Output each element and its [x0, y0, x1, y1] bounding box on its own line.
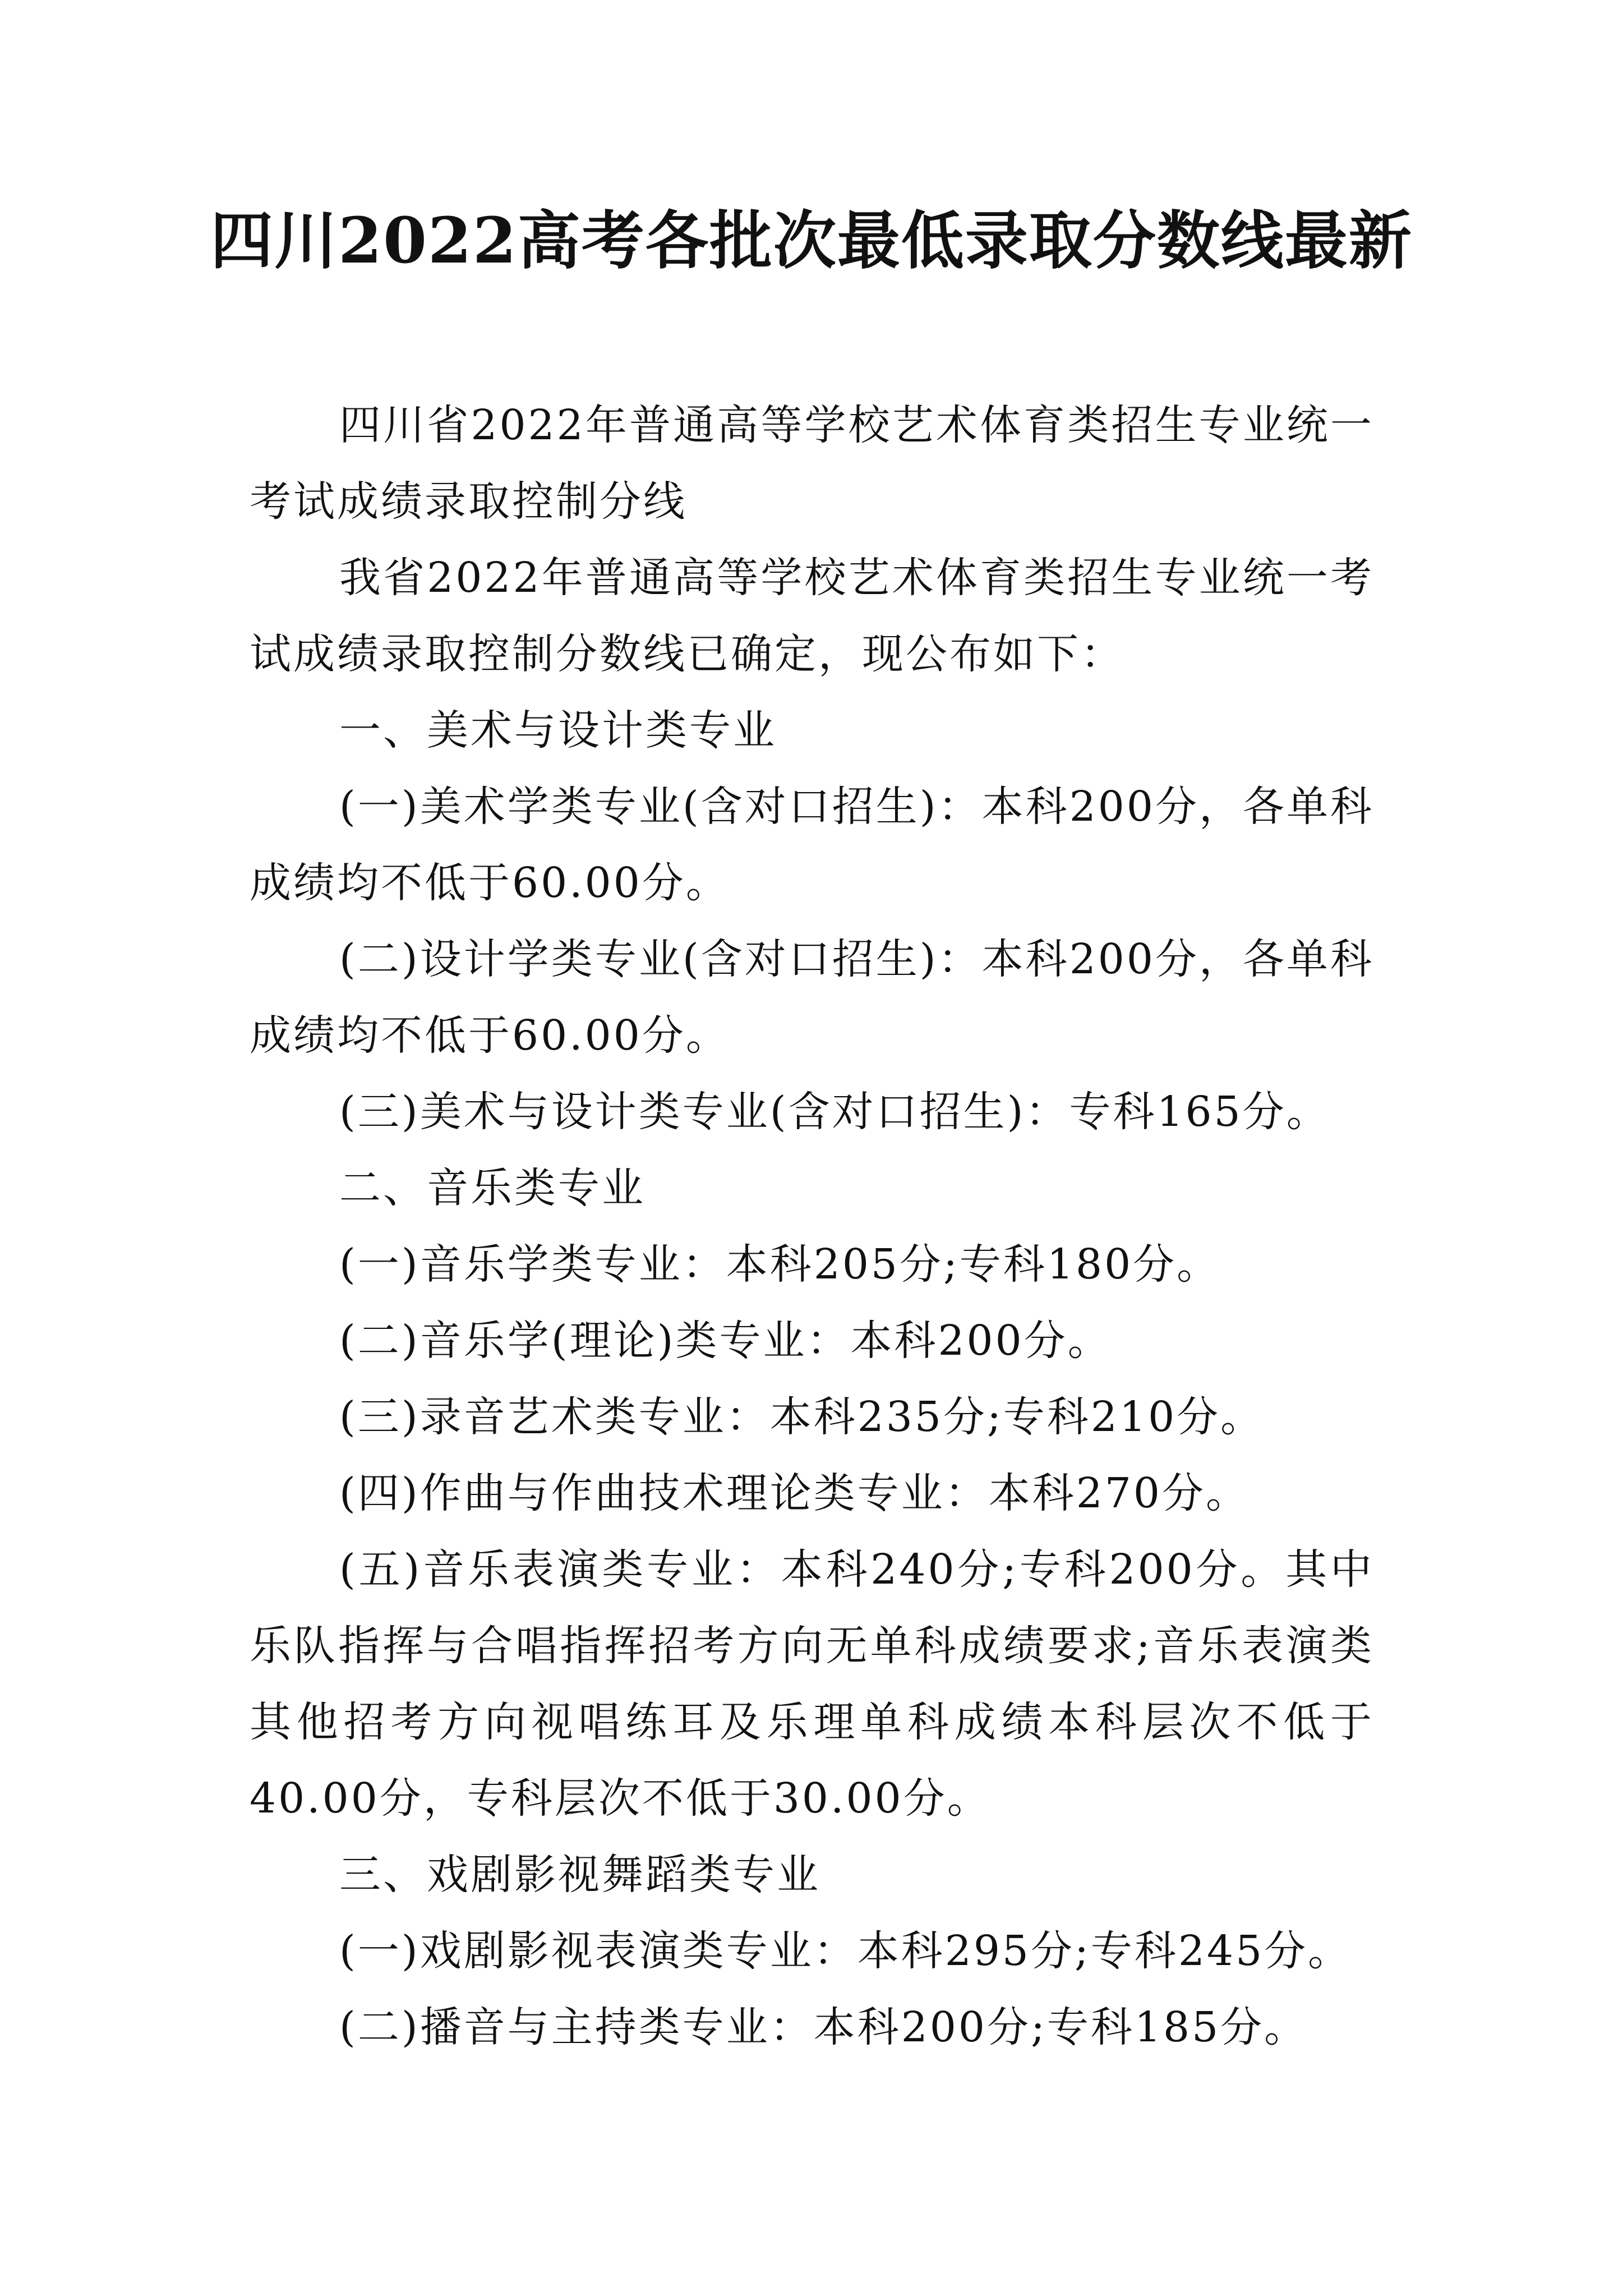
paragraph-musicology: (一)音乐学类专业：本科205分;专科180分。	[339, 1240, 1221, 1289]
section-heading-drama-film-dance: 三、戏剧影视舞蹈类专业	[339, 1851, 820, 1899]
section-heading-art-design: 一、美术与设计类专业	[339, 706, 777, 754]
paragraph-design: (二)设计学类专业(含对口招生)：本科200分，各单科成绩均不低于60.00分。	[250, 935, 1374, 1060]
paragraph-drama-film-performance: (一)戏剧影视表演类专业：本科295分;专科245分。	[339, 1927, 1352, 1975]
document-title: 四川2022高考各批次最低录取分数线最新	[210, 204, 1413, 278]
document-body	[250, 387, 1374, 2065]
paragraph-composition: (四)作曲与作曲技术理论类专业：本科270分。	[339, 1469, 1249, 1517]
paragraph-music-theory: (二)音乐学(理论)类专业：本科200分。	[339, 1317, 1112, 1365]
paragraph-intro-heading: 四川省2022年普通高等学校艺术体育类招生专业统一考试成绩录取控制分线	[250, 401, 1374, 526]
section-heading-music: 二、音乐类专业	[339, 1164, 645, 1212]
paragraph-fine-arts: (一)美术学类专业(含对口招生)：本科200分，各单科成绩均不低于60.00分。	[250, 783, 1374, 907]
paragraph-intro: 我省2022年普通高等学校艺术体育类招生专业统一考试成绩录取控制分数线已确定，现公布如下：	[250, 554, 1374, 678]
paragraph-music-performance: (五)音乐表演类专业：本科240分;专科200分。其中乐队指挥与合唱指挥招考方向无单科成绩要求;音乐表演类其他招考方向视唱练耳及乐理单科成绩本科层次不低于40.00分，专科层次不低于30.00分。	[250, 1545, 1374, 1823]
paragraph-broadcasting-hosting: (二)播音与主持类专业：本科200分;专科185分。	[339, 2003, 1308, 2051]
paragraph-recording-arts: (三)录音艺术类专业：本科235分;专科210分。	[339, 1393, 1265, 1441]
paragraph-art-design-vocational: (三)美术与设计类专业(含对口招生)：专科165分。	[339, 1088, 1330, 1136]
